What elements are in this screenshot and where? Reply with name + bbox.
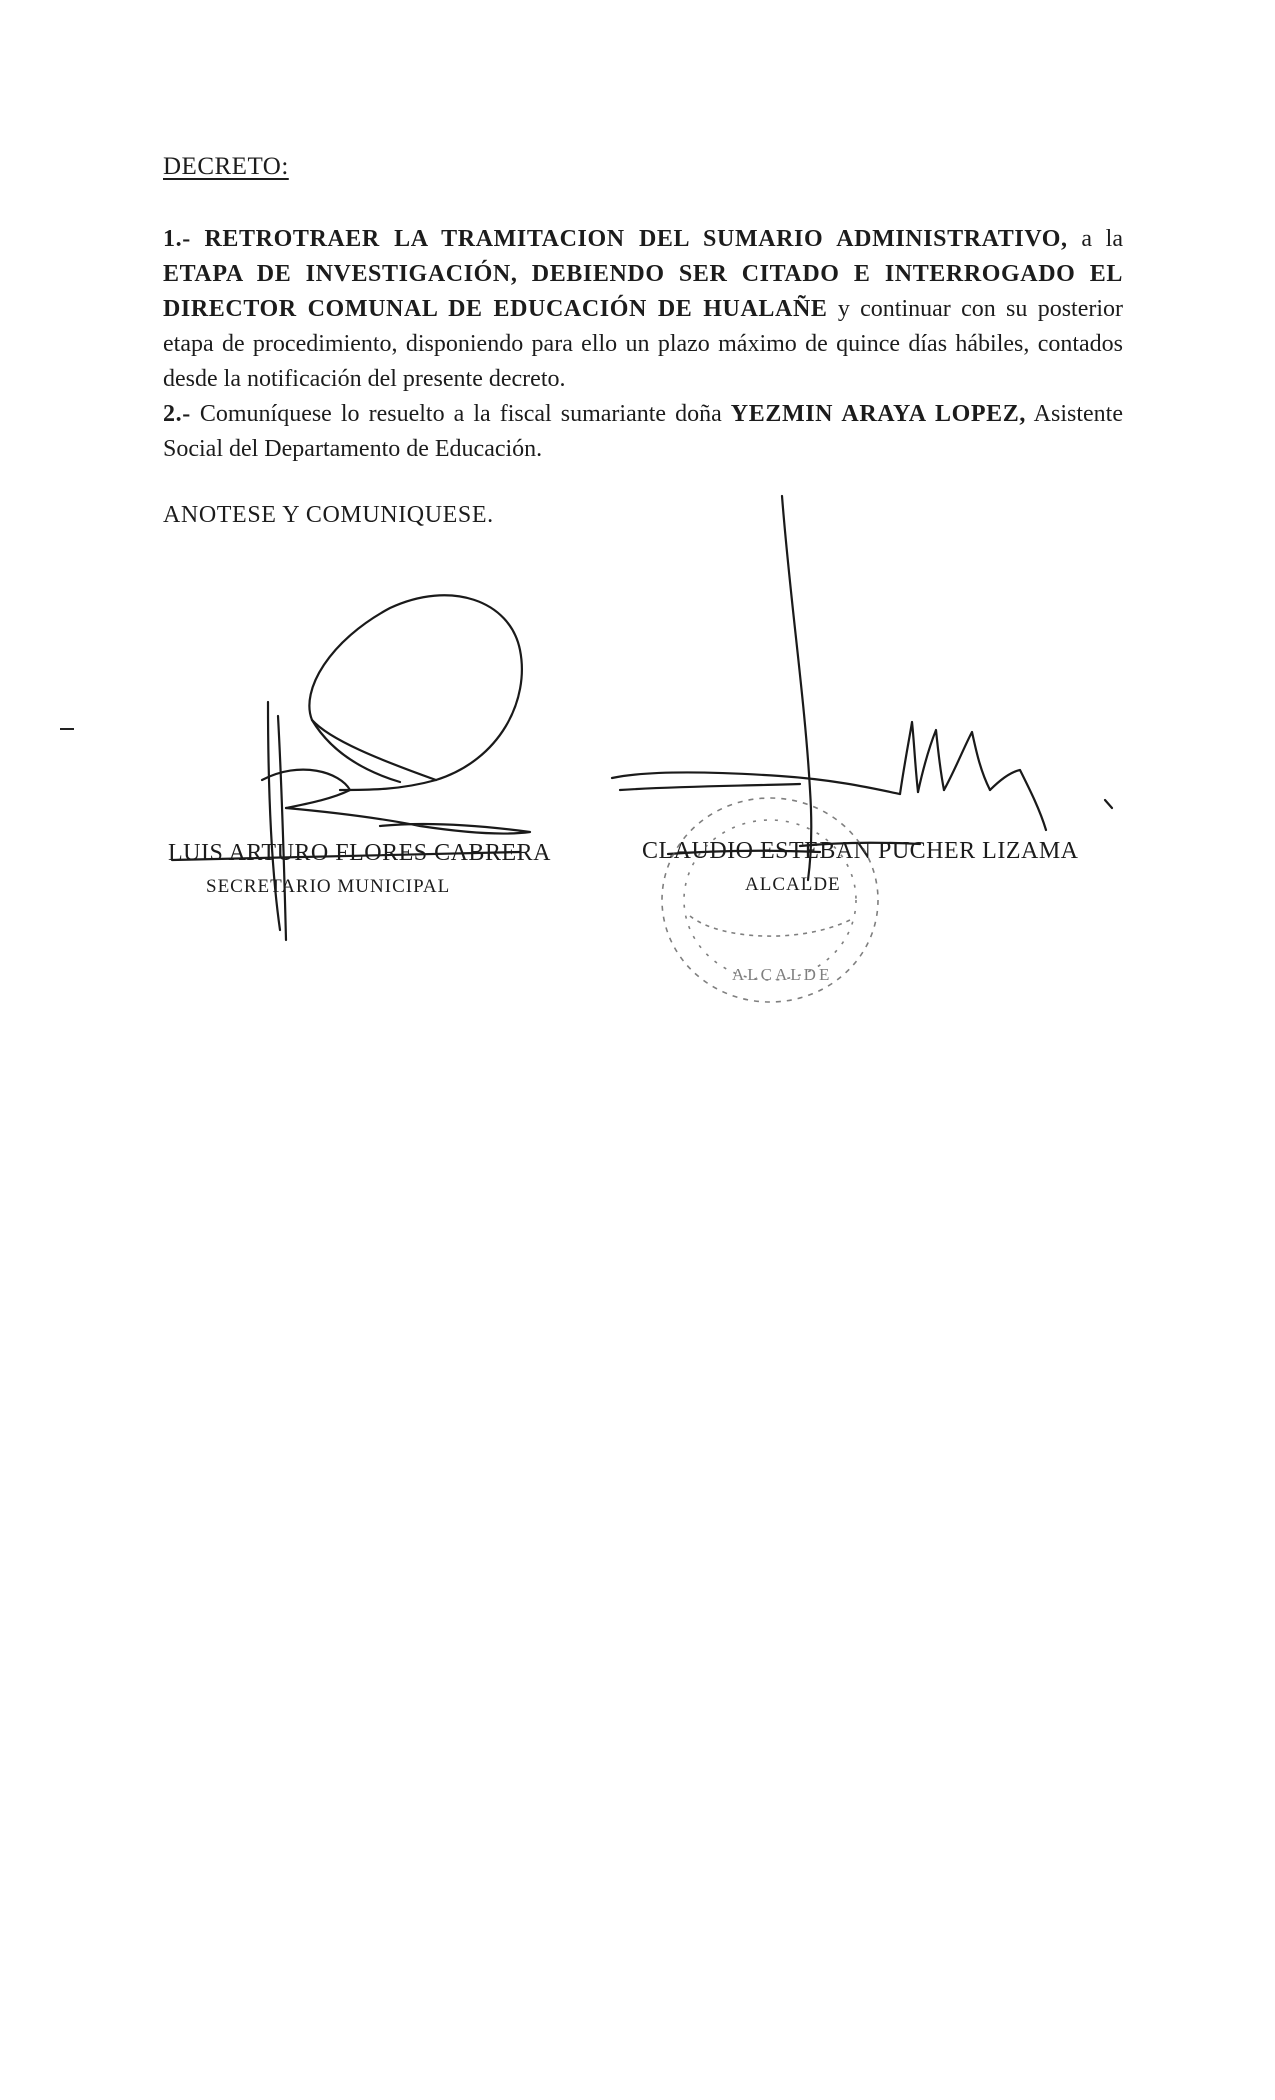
signature-secretary (172, 595, 530, 940)
item-text: a la (1067, 226, 1123, 252)
signature-mayor (612, 496, 1112, 880)
item-caps-text: YEZMIN ARAYA LOPEZ, (730, 401, 1026, 427)
closing-formula: ANOTESE Y COMUNIQUESE. (163, 502, 494, 528)
item-caps-text-2: ETAPA DE INVESTIGACIÓN, DEBIENDO SER CITADO E INTERROGADO EL DIRECTOR COMUNAL DE EDUCACIÓN DE HUALAÑE (163, 261, 1123, 322)
stamp-text: ALCALDE (732, 965, 833, 984)
signatory-name-secretary: LUIS ARTURO FLORES CABRERA (168, 840, 551, 866)
item-text: Comuníquese lo resuelto a la fiscal sumariante doña (190, 401, 731, 427)
official-stamp (662, 798, 878, 1002)
decree-heading: DECRETO: (163, 153, 289, 180)
signatory-name-mayor: CLAUDIO ESTEBAN PUCHER LIZAMA (642, 838, 1079, 864)
signatory-title-mayor: ALCALDE (745, 874, 841, 895)
item-caps-text: RETROTRAER LA TRAMITACION DEL SUMARIO ADMINISTRATIVO, (204, 226, 1068, 252)
item-text-2: Asistente Social del Departamento de Educación. (163, 401, 1123, 462)
item-number: 1.- (163, 226, 191, 252)
signatory-title-secretary: SECRETARIO MUNICIPAL (206, 876, 451, 897)
item-number: 2.- (163, 401, 191, 427)
item-text-2: y continuar con su posterior etapa de procedimiento, disponiendo para ello un plazo máximo de quince días hábiles, contados desde la notificación del presente decreto. (163, 296, 1124, 392)
